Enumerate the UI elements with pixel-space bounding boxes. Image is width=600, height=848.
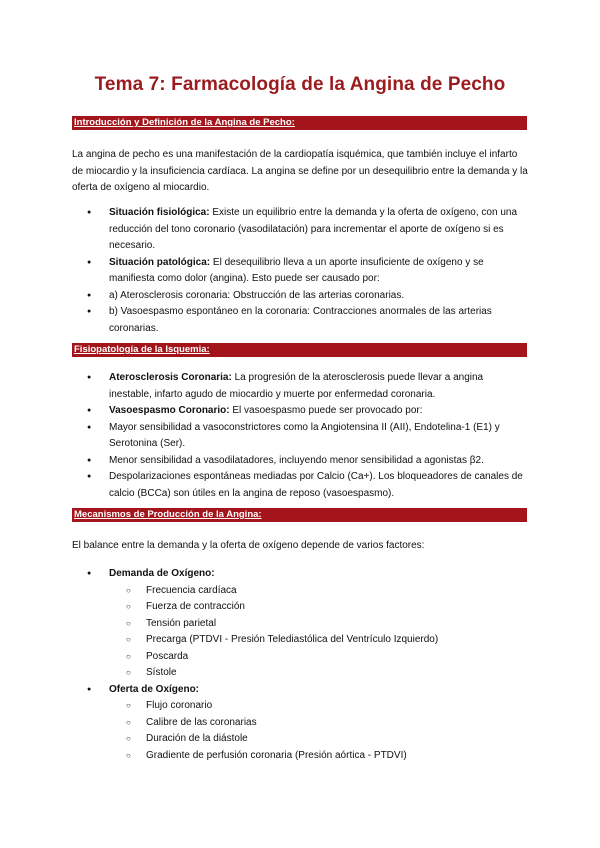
sublist-item: ○ Fuerza de contracción [146,599,527,616]
demanda-sublist [109,583,527,682]
sublist-item: ○ Flujo coronario [146,698,527,715]
sublist-item: ○ Duración de la diástole [146,731,527,748]
sublist-item: ○ Precarga (PTDVI - Presión Telediastólica del Ventrículo Izquierdo) [146,632,527,649]
list-item-text: El vasoespasmo puede ser provocado por: [229,405,423,416]
list-item-text: Menor sensibilidad a vasodilatadores, incluyendo menor sensibilidad a agonistas β2. [109,454,484,466]
list-item-text: Existe un equilibrio entre la demanda y la oferta de oxígeno, con una reducción del tono coronario (vasodilatación) para incrementar el aporte de oxígeno si es necesario. [109,207,517,251]
list-item [109,420,527,453]
list-item [109,370,527,403]
list-item-bold: Oferta de Oxígeno: [109,683,200,695]
list-item-bold: Aterosclerosis Coronaria: [109,372,232,383]
sublist-item: ○ Poscarda [146,649,527,666]
section-heading-text: Mecanismos de Producción de la Angina: [74,509,262,520]
section-heading-text: Introducción y Definición de la Angina de Pecho: [74,117,295,128]
list-item [109,288,527,305]
list-item-bold: Demanda de Oxígeno: [109,568,215,579]
sublist-item: ○ Calibre de las coronarias [146,715,527,732]
list-item-bold: Situación patológica: [109,256,211,268]
sublist-item: ○ Gradiente de perfusión coronaria (Presión aórtica - PTDVI) [146,748,527,765]
section-heading-intro [72,116,527,130]
list-item-text: Mayor sensibilidad a vasoconstrictores como la Angiotensina II (AII), Endotelina-1 (E1) y Serotonina (Ser). [109,421,500,449]
list-item-oferta [109,682,527,765]
section-heading-mecanismos [72,508,527,522]
list-item-demanda [109,566,527,682]
list-item-text: La progresión de la aterosclerosis puede llevar a angina inestable, infarto agudo de miocardio y muerte por enfermedad coronaria. [109,372,484,400]
list-item [109,469,527,502]
list-item-text: Despolarizaciones espontáneas mediadas por Calcio (Ca+). Los bloqueadores de canales de calcio (BCCa) son útiles en la angina de reposo (vasoespasmo). [109,471,523,499]
list-item [109,205,527,255]
list-item-text: b) Vasoespasmo espontáneo en la coronaria: Contracciones anormales de las arterias coronarias. [109,306,492,334]
mecanismos-list [109,566,527,764]
mecanismos-paragraph: El balance entre la demanda y la oferta de oxígeno depende de varios factores: [72,540,425,551]
page-title: Tema 7: Farmacología de la Angina de Pecho [94,74,506,95]
intro-paragraph: La angina de pecho es una manifestación de la cardiopatía isquémica, que también incluye el infarto de miocardio y la insuficiencia cardíaca. La angina se define por un desequilibrio entre la demanda y la oferta de oxígeno al miocardio. [72,149,528,193]
sublist-item: ○ Frecuencia cardíaca [146,583,527,600]
list-item [109,304,527,337]
list-item [109,453,527,470]
sublist-item: ○ Sístole [146,665,527,682]
list-item [109,403,527,420]
section-heading-text: Fisiopatología de la Isquemia: [74,344,210,355]
oferta-sublist [109,698,527,764]
list-item-bold: Situación fisiológica: [109,207,210,218]
intro-list [109,205,527,337]
list-item-text: El desequilibrio lleva a un aporte insuficiente de oxígeno y se manifiesta como dolor (angina). Esto puede ser causado por: [109,256,484,284]
list-item [109,255,527,288]
section-heading-fisio [72,343,527,357]
list-item-text: a) Aterosclerosis coronaria: Obstrucción de las arterias coronarias. [109,289,405,301]
list-item-bold: Vasoespasmo Coronario: [109,405,230,416]
sublist-item: ○ Tensión parietal [146,616,527,633]
fisio-list [109,370,527,502]
